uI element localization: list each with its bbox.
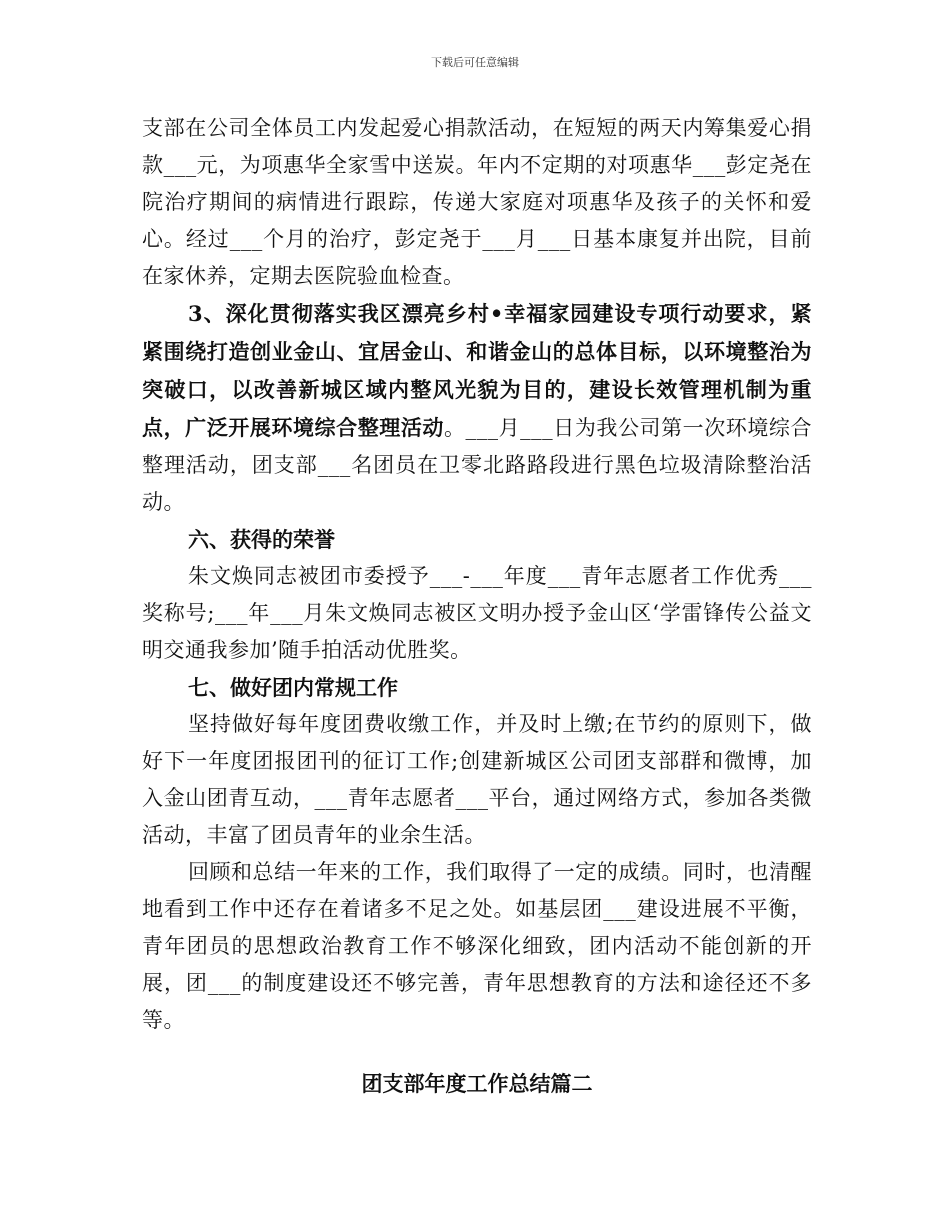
paragraph-environment	[142, 295, 812, 521]
paragraph-routine-work: 坚持做好每年度团费收缴工作，并及时上缴;在节约的原则下，做好下一年度团报团刊的征订工作;创建新城区公司团支部群和微博，加入金山团青互动，___青年志愿者___平台，通过网络方式，参加各类微活动，丰富了团员青年的业余生活。	[142, 712, 812, 847]
heading-honors: 六、获得的荣誉	[188, 527, 335, 552]
paragraph-honors: 朱文焕同志被团市委授予___-___年度___青年志愿者工作优秀___奖称号;___年___月朱文焕同志被区文明办授予金山区‘学雷锋传公益文明交通我参加’随手拍活动优胜奖。	[142, 564, 812, 662]
page-header-note: 下载后可任意编辑	[431, 56, 519, 69]
paragraph-environment-bold: 3、深化贯彻落实我区漂亮乡村•幸福家园建设专项行动要求，紧紧围绕打造创业金山、宜居金山、和谐金山的总体目标，以环境整治为突破口，以改善新城区域内整风光貌为目的，建设长效管理机制为重点，广泛开展环境综合整理活动	[142, 301, 812, 440]
paragraph-review: 回顾和总结一年来的工作，我们取得了一定的成绩。同时，也清醒地看到工作中还存在着诸多不足之处。如基层团___建设进展不平衡，青年团员的思想政治教育工作不够深化细致，团内活动不能创新的开展，团___的制度建设还不够完善，青年思想教育的方法和途径还不多等。	[142, 860, 812, 1032]
document-body	[142, 110, 812, 1102]
section-title: 团支部年度工作总结篇二	[361, 1071, 593, 1096]
heading-routine-work: 七、做好团内常规工作	[188, 675, 398, 700]
paragraph-environment-rest: 。___月___日为我公司第一次环境综合整理活动，团支部___名团员在卫零北路路段进行黑色垃圾清除整治活动。	[142, 416, 813, 514]
paragraph-donation: 支部在公司全体员工内发起爱心捐款活动，在短短的两天内筹集爱心捐款___元，为项惠华全家雪中送炭。年内不定期的对项惠华___彭定尧在院治疗期间的病情进行跟踪，传递大家庭对项惠华及孩子的关怀和爱心。经过___个月的治疗，彭定尧于___月___日基本康复并出院，目前在家休养，定期去医院验血检查。	[142, 116, 812, 288]
